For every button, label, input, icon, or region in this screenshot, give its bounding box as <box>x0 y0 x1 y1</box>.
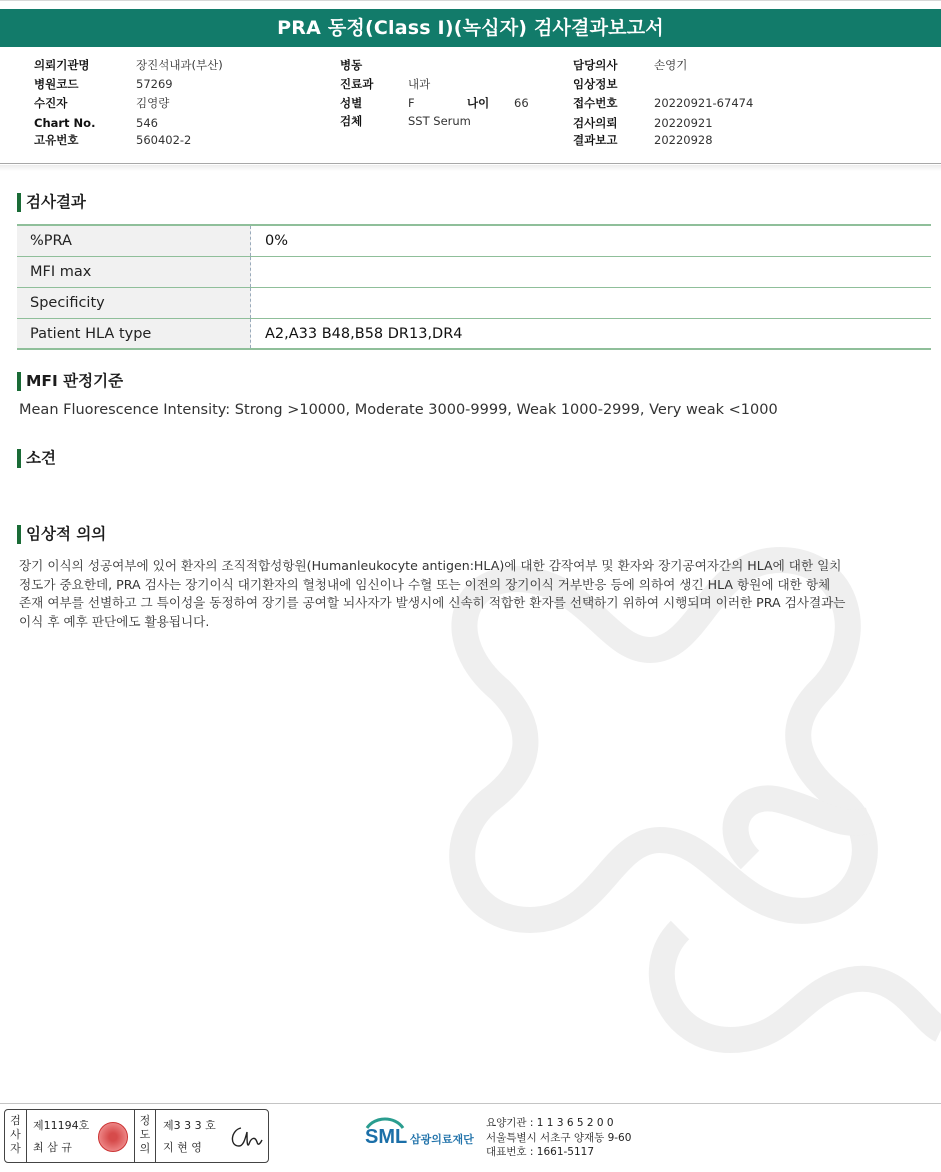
inspector-name: 최 삼 규 <box>33 1141 72 1154</box>
divider <box>0 165 941 171</box>
info-key: 진료과 <box>340 77 374 91</box>
signature-icon <box>227 1122 263 1152</box>
info-key: 수진자 <box>34 96 68 110</box>
info-key: 결과보고 <box>573 133 618 147</box>
result-label: %PRA <box>17 226 251 256</box>
result-label: Patient HLA type <box>17 319 251 348</box>
info-key: 접수번호 <box>573 96 618 110</box>
table-row <box>17 226 931 257</box>
clinical-line: 정도가 중요한데, PRA 검사는 장기이식 대기환자의 혈청내에 임신이나 수혈 또는 이전의 장기이식 거부반응 등에 의하여 생긴 HLA 항원에 대한 항체 <box>19 576 831 592</box>
sml-logo <box>365 1116 485 1156</box>
footer <box>0 1103 941 1172</box>
info-value: 20220928 <box>654 133 713 147</box>
info-key: 검사의뢰 <box>573 116 618 130</box>
result-label: Specificity <box>17 288 251 318</box>
info-key: 병원코드 <box>34 77 79 91</box>
report-title: PRA 동정(Class I)(녹십자) 검사결과보고서 <box>0 9 941 47</box>
label-char: 자 <box>10 1142 21 1155</box>
contact-line: 대표번호 : 1661-5117 <box>486 1146 595 1158</box>
info-key: 나이 <box>467 96 490 110</box>
clinical-line: 존재 여부를 선별하고 그 특이성을 동정하여 장기를 공여할 뇌사자가 발생시에 신속히 적합한 환자를 선택하기 위하여 시행되며 이러한 PRA 검사결과는 <box>19 595 846 610</box>
logo-text: SML <box>365 1126 408 1148</box>
clinical-significance-text <box>19 557 924 631</box>
confirm-name: 지 현 영 <box>163 1141 202 1154</box>
confirm-number: 제3 3 3 호 <box>163 1119 216 1132</box>
info-value: 20220921 <box>654 116 713 130</box>
label-char: 정 <box>139 1114 151 1127</box>
results-table <box>17 224 931 350</box>
label-char: 사 <box>10 1128 21 1141</box>
label-char: 도 <box>139 1128 151 1141</box>
info-value: 57269 <box>136 77 173 91</box>
inspector-label <box>5 1110 27 1162</box>
contact-line: 요양기관 : 1 1 3 6 5 2 0 0 <box>486 1117 614 1129</box>
patient-info-block <box>0 54 941 164</box>
clinical-line: 장기 이식의 성공여부에 있어 환자의 조직적합성항원(Humanleukocyte antigen:HLA)에 대한 감작여부 및 환자와 장기공여자간의 HLA에 대한 일치 <box>19 558 842 573</box>
info-value: F <box>408 96 415 110</box>
contact-info <box>486 1116 631 1160</box>
info-value: 560402-2 <box>136 133 192 147</box>
result-value: A2,A33 B48,B58 DR13,DR4 <box>265 326 463 342</box>
info-key: 임상정보 <box>573 77 618 91</box>
label-char: 검 <box>10 1114 21 1127</box>
inspector-number: 제11194호 <box>33 1119 90 1132</box>
section-clinical-heading: 임상적 의의 <box>17 523 106 545</box>
info-key: 의뢰기관명 <box>34 58 90 72</box>
confirm-label <box>134 1110 156 1162</box>
info-value: SST Serum <box>408 114 471 128</box>
info-key: 성별 <box>340 96 363 110</box>
info-value: 김영량 <box>136 96 170 110</box>
info-key: Chart No. <box>34 116 96 130</box>
info-value: 546 <box>136 116 158 130</box>
contact-line: 서울특별시 서초구 양재동 9-60 <box>486 1131 632 1144</box>
table-row <box>17 319 931 350</box>
label-char: 의 <box>139 1142 151 1155</box>
info-key: 고유번호 <box>34 133 79 147</box>
result-label: MFI max <box>17 257 251 287</box>
info-key: 담당의사 <box>573 58 618 72</box>
result-value: 0% <box>265 233 289 249</box>
info-value: 손영기 <box>654 58 688 72</box>
clinical-line: 이식 후 예후 판단에도 활용됩니다. <box>19 613 210 629</box>
seal-stamp-icon <box>98 1122 128 1152</box>
info-key: 병동 <box>340 58 363 72</box>
info-key: 검체 <box>340 114 363 128</box>
signature-box <box>4 1109 269 1163</box>
info-value: 66 <box>514 96 529 110</box>
section-opinion-heading: 소견 <box>17 447 56 469</box>
top-edge <box>0 0 941 9</box>
info-value: 20220921-67474 <box>654 96 754 110</box>
logo-subtext: 삼광의료재단 <box>410 1133 474 1146</box>
table-row <box>17 257 931 288</box>
info-value: 내과 <box>408 77 431 91</box>
mfi-criteria-text: Mean Fluorescence Intensity: Strong >10000, Moderate 3000-9999, Weak 1000-2999, Very weak <1000 <box>19 402 778 418</box>
section-mfi-heading: MFI 판정기준 <box>17 370 123 392</box>
info-value: 장진석내과(부산) <box>136 58 223 72</box>
table-row <box>17 288 931 319</box>
section-results-heading: 검사결과 <box>17 191 86 213</box>
